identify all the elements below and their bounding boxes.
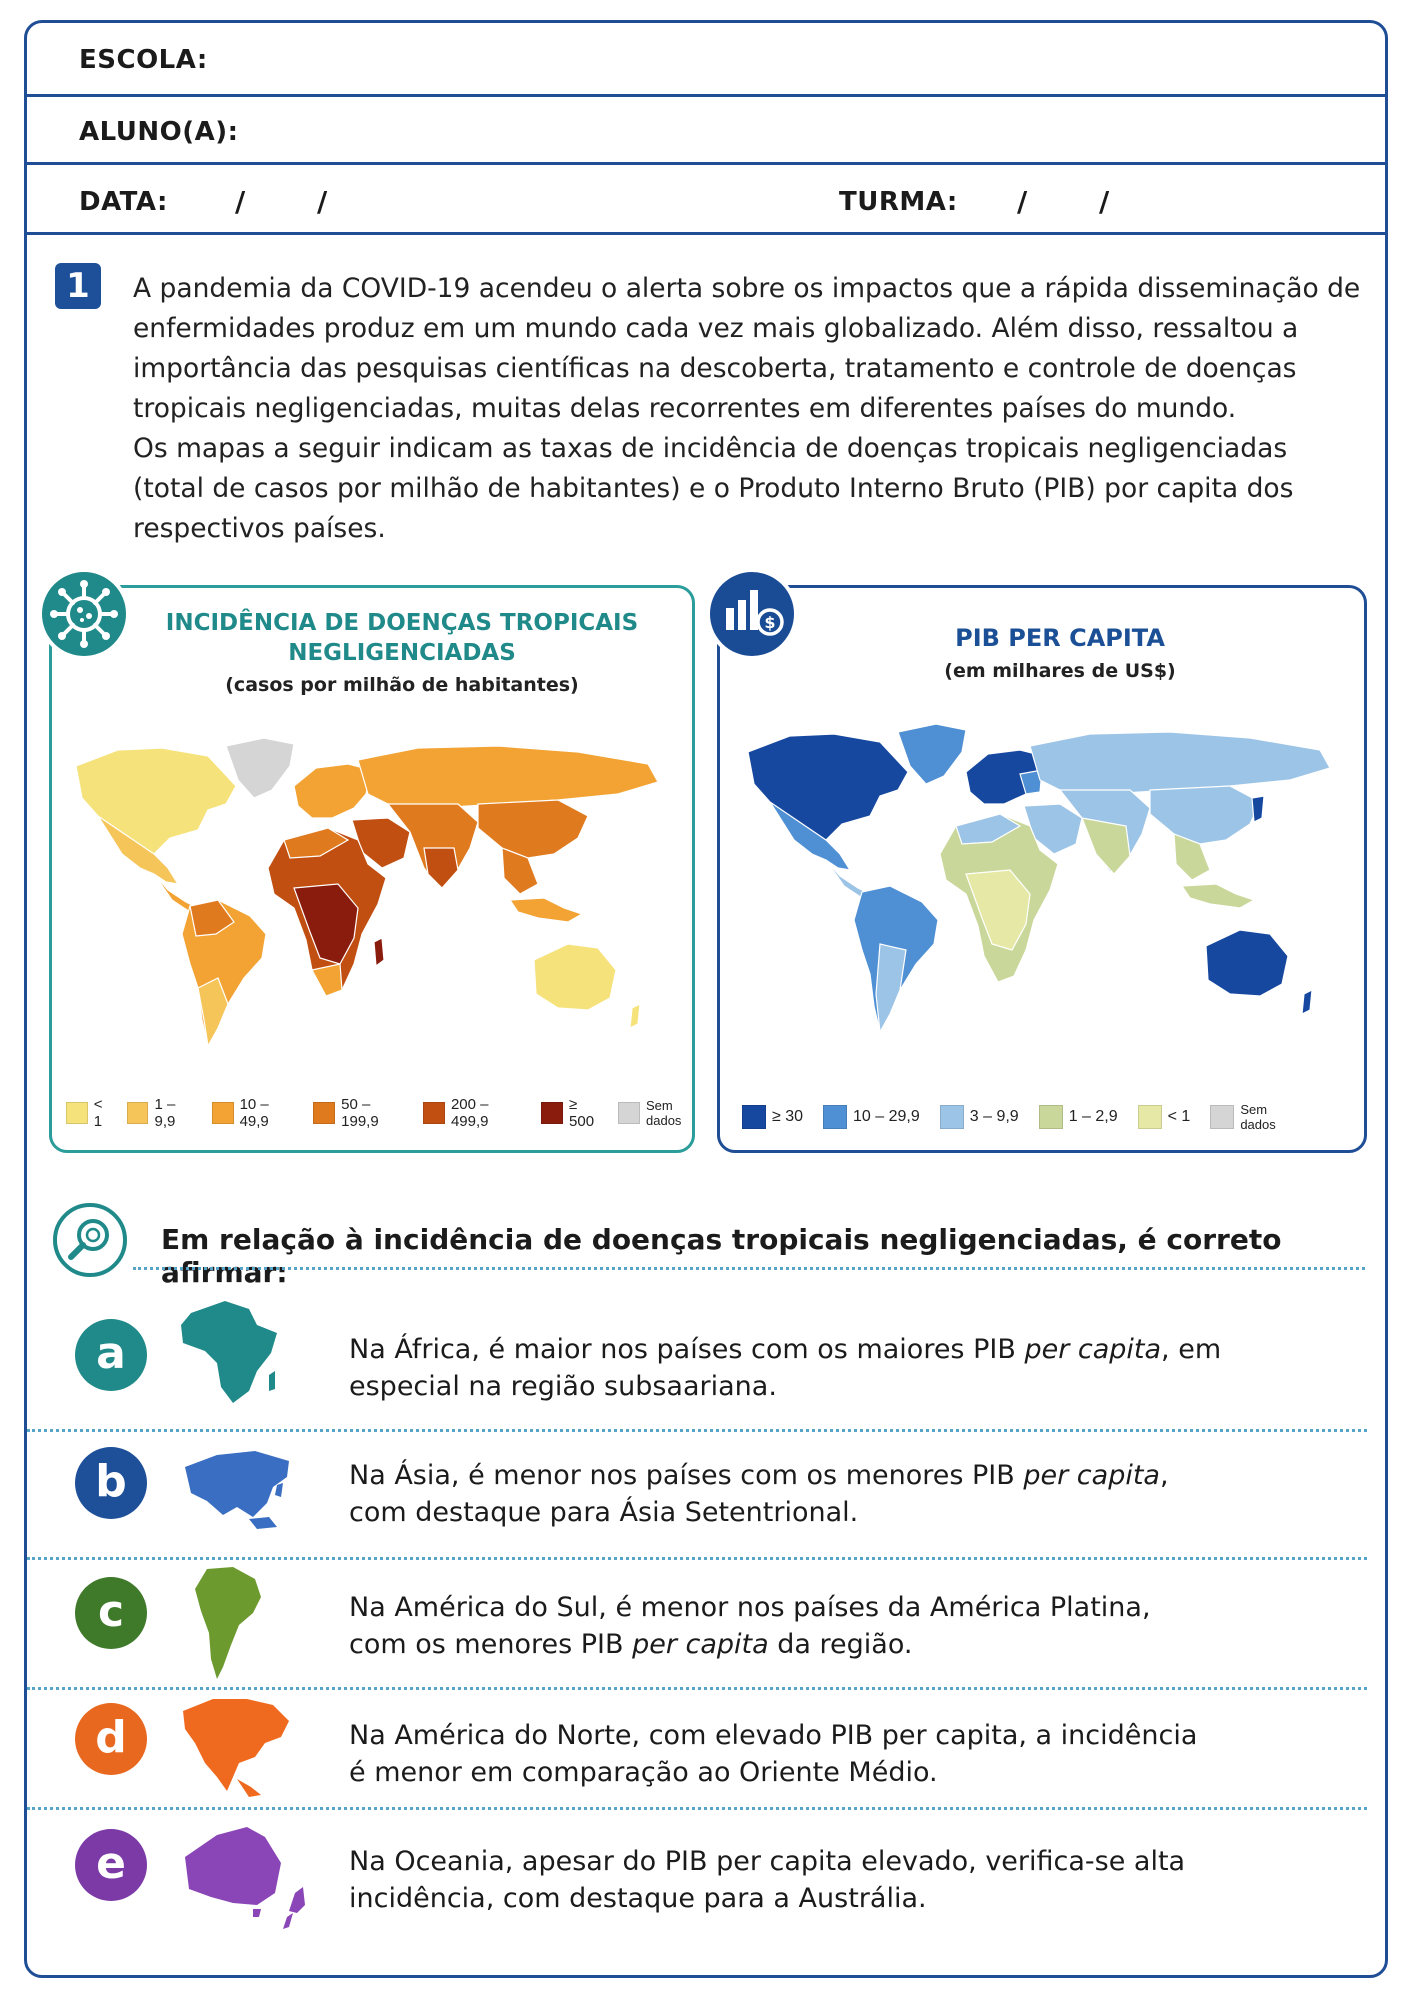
option-line bbox=[349, 1494, 1309, 1531]
student-label: ALUNO(A): bbox=[79, 117, 239, 147]
text-run: da região. bbox=[768, 1629, 913, 1660]
question-number: 1 bbox=[55, 263, 101, 309]
legend-item bbox=[541, 1096, 606, 1130]
legend-swatch bbox=[212, 1102, 234, 1124]
text-run: , bbox=[1159, 1460, 1169, 1491]
asia-map-icon bbox=[177, 1437, 297, 1537]
text-run: é menor em comparação ao Oriente Médio. bbox=[349, 1757, 938, 1788]
text-emphasis: per capita bbox=[1024, 1334, 1162, 1365]
worksheet bbox=[24, 20, 1388, 1978]
legend-swatch bbox=[66, 1102, 88, 1124]
option-letter: b bbox=[75, 1447, 147, 1519]
legend-label: 50 – 199,9 bbox=[341, 1096, 379, 1130]
legend-item bbox=[618, 1098, 680, 1128]
class-separator: / bbox=[1099, 185, 1110, 218]
africa-map-icon bbox=[177, 1291, 287, 1411]
legend-label: < 1 bbox=[93, 1096, 103, 1130]
question-text bbox=[133, 269, 1363, 549]
option-letter: a bbox=[75, 1319, 147, 1391]
incidence-map-card bbox=[49, 585, 695, 1153]
legend-label: Sem dados bbox=[646, 1098, 682, 1128]
divider bbox=[27, 1807, 1367, 1810]
legend-item bbox=[1039, 1105, 1118, 1129]
class-label: TURMA: bbox=[839, 187, 958, 217]
divider bbox=[27, 1687, 1367, 1690]
legend-item bbox=[66, 1096, 115, 1130]
legend-swatch bbox=[742, 1105, 766, 1129]
title-line: NEGLIGENCIADAS bbox=[288, 640, 516, 666]
option-line bbox=[349, 1368, 1309, 1405]
question-paragraph: Os mapas a seguir indicam as taxas de incidência de doenças tropicais negligenciadas (total de casos por milhão de habitantes) e o Produto Interno Bruto (PIB) por capita dos respectivos países. bbox=[133, 433, 1294, 544]
legend-item bbox=[423, 1096, 529, 1130]
text-run: Na África, é maior nos países com os maiores PIB bbox=[349, 1334, 1025, 1365]
option-text bbox=[349, 1589, 1309, 1663]
divider bbox=[27, 1557, 1367, 1560]
legend-item bbox=[940, 1105, 1019, 1129]
legend-label: 10 – 29,9 bbox=[853, 1108, 920, 1125]
school-row[interactable] bbox=[27, 23, 1385, 97]
legend-swatch bbox=[1039, 1105, 1063, 1129]
text-run: com destaque para Ásia Setentrional. bbox=[349, 1497, 859, 1528]
option-line bbox=[349, 1626, 1309, 1663]
prompt-text: Em relação à incidência de doenças tropicais negligenciadas, é correto afirmar: bbox=[161, 1223, 1282, 1289]
legend-item bbox=[1210, 1102, 1280, 1132]
option-letter: e bbox=[75, 1829, 147, 1901]
text-run: Na Ásia, é menor nos países com os menores PIB bbox=[349, 1460, 1024, 1491]
divider bbox=[27, 1429, 1367, 1432]
option-letter: d bbox=[75, 1703, 147, 1775]
student-row[interactable] bbox=[27, 97, 1385, 165]
legend-swatch bbox=[313, 1102, 335, 1124]
legend-label: ≥ 500 bbox=[569, 1096, 595, 1130]
legend-swatch bbox=[541, 1102, 563, 1124]
incidence-map-subtitle: (casos por milhão de habitantes) bbox=[225, 674, 579, 696]
legend-label: < 1 bbox=[1167, 1108, 1191, 1125]
text-run: incidência, com destaque para a Austrália. bbox=[349, 1883, 927, 1914]
incidence-legend bbox=[66, 1096, 692, 1130]
legend-item bbox=[823, 1105, 920, 1129]
class-separator: / bbox=[1017, 185, 1028, 218]
text-emphasis: per capita bbox=[1023, 1460, 1160, 1491]
legend-swatch bbox=[1138, 1105, 1162, 1129]
date-class-row bbox=[27, 165, 1385, 235]
legend-label: Sem dados bbox=[1240, 1102, 1276, 1132]
virus-icon bbox=[38, 568, 130, 660]
legend-label: 200 – 499,9 bbox=[450, 1096, 489, 1130]
option-line bbox=[349, 1754, 1309, 1791]
divider bbox=[133, 1267, 1365, 1270]
legend-item bbox=[127, 1096, 200, 1130]
legend-label: 10 – 49,9 bbox=[239, 1096, 269, 1130]
option-text bbox=[349, 1331, 1309, 1405]
option-line bbox=[349, 1457, 1309, 1494]
title-line: INCIDÊNCIA DE DOENÇAS TROPICAIS bbox=[165, 610, 639, 636]
gdp-map-card bbox=[717, 585, 1367, 1153]
north-america-map-icon bbox=[177, 1691, 297, 1801]
text-emphasis: per capita bbox=[632, 1629, 769, 1660]
text-run: com os menores PIB bbox=[349, 1629, 633, 1660]
option-line bbox=[349, 1717, 1309, 1754]
south-america-map-icon bbox=[177, 1563, 287, 1683]
option-text bbox=[349, 1843, 1309, 1917]
magnifier-icon bbox=[53, 1203, 127, 1277]
option-line bbox=[349, 1843, 1309, 1880]
incidence-world-map bbox=[58, 708, 688, 1088]
gdp-map-subtitle: (em milhares de US$) bbox=[944, 660, 1176, 682]
option-line bbox=[349, 1331, 1309, 1368]
legend-swatch bbox=[618, 1102, 640, 1124]
question-paragraph: A pandemia da COVID-19 acendeu o alerta sobre os impactos que a rápida disseminação de enfermidades produz em um mundo cada vez mais globalizado. Além disso, ressaltou a importância das pesquisas científicas na descoberta, tratamento e controle de doenças tropicais negligenciadas, muitas delas recorrentes em diferentes países do mundo. bbox=[133, 273, 1361, 424]
legend-item bbox=[212, 1096, 302, 1130]
incidence-map-title bbox=[132, 608, 672, 668]
text-run: Na Oceania, apesar do PIB per capita elevado, verifica-se alta bbox=[349, 1846, 1186, 1877]
option-text bbox=[349, 1717, 1309, 1791]
date-label: DATA: bbox=[79, 187, 168, 217]
text-run: Na América do Norte, com elevado PIB per capita, a incidência bbox=[349, 1720, 1198, 1751]
legend-swatch bbox=[423, 1102, 445, 1124]
legend-label: ≥ 30 bbox=[772, 1108, 804, 1125]
date-separator: / bbox=[235, 185, 246, 218]
option-text bbox=[349, 1457, 1309, 1531]
gdp-map-title: PIB PER CAPITA bbox=[955, 624, 1165, 652]
legend-label: 1 – 2,9 bbox=[1068, 1108, 1118, 1125]
legend-item bbox=[313, 1096, 411, 1130]
option-line bbox=[349, 1880, 1309, 1917]
oceania-map-icon bbox=[177, 1813, 317, 1933]
gdp-legend bbox=[742, 1102, 1300, 1132]
text-run: especial na região subsaariana. bbox=[349, 1371, 777, 1402]
legend-label: 1 – 9,9 bbox=[154, 1096, 176, 1130]
option-letter: c bbox=[75, 1577, 147, 1649]
option-line bbox=[349, 1589, 1309, 1626]
legend-swatch bbox=[940, 1105, 964, 1129]
legend-item bbox=[1138, 1105, 1191, 1129]
text-run: Na América do Sul, é menor nos países da América Platina, bbox=[349, 1592, 1151, 1623]
date-separator: / bbox=[317, 185, 328, 218]
school-label: ESCOLA: bbox=[79, 45, 208, 75]
legend-swatch bbox=[823, 1105, 847, 1129]
legend-swatch bbox=[1210, 1105, 1234, 1129]
legend-item bbox=[742, 1105, 803, 1129]
legend-swatch bbox=[127, 1102, 149, 1124]
legend-label: 3 – 9,9 bbox=[969, 1108, 1019, 1125]
svg-text:$: $ bbox=[764, 613, 776, 632]
gdp-world-map bbox=[728, 694, 1362, 1074]
text-run: , em bbox=[1161, 1334, 1222, 1365]
